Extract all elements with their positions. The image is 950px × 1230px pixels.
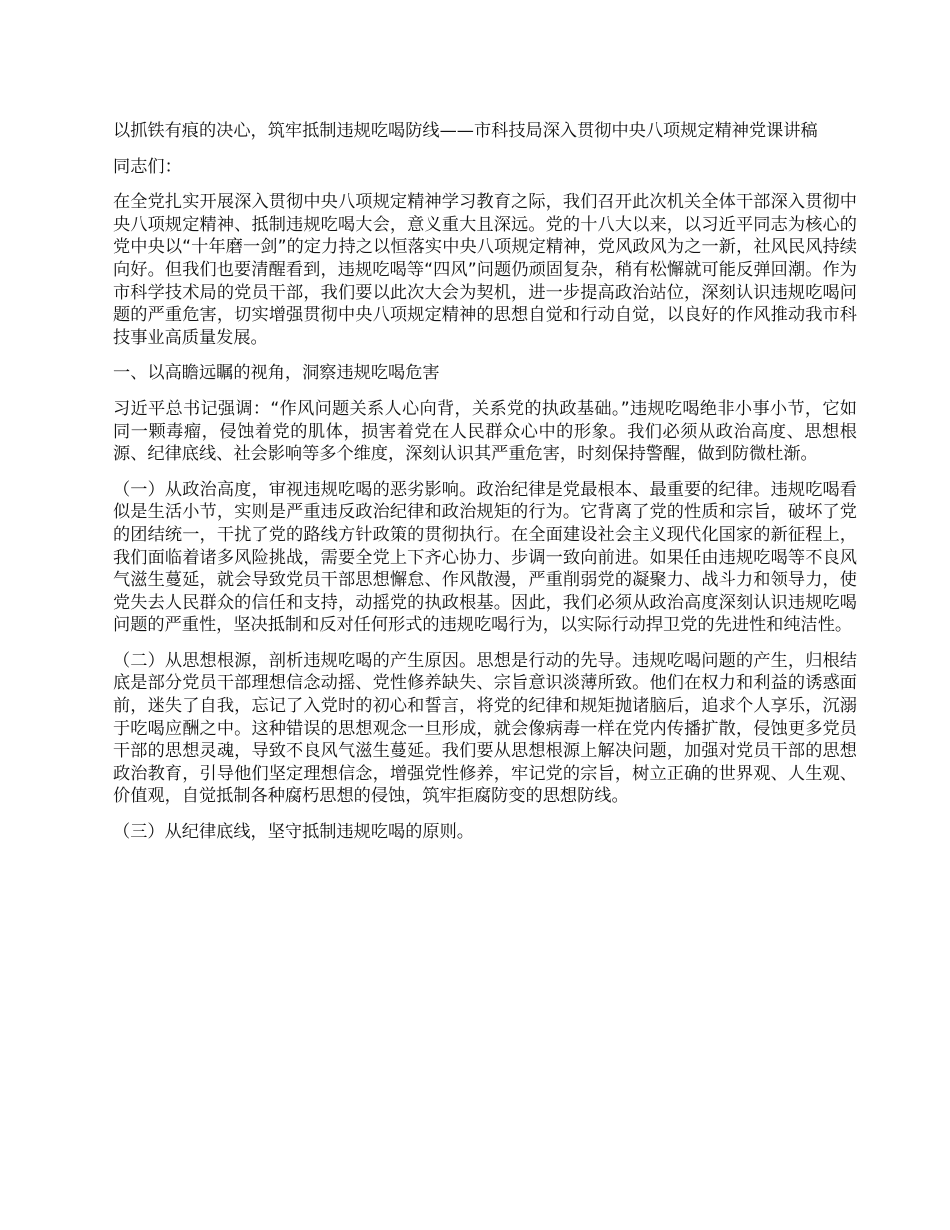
intro-paragraph: 在全党扎实开展深入贯彻中央八项规定精神学习教育之际，我们召开此次机关全体干部深入贯彻中央八项规定精神、抵制违规吃喝大会，意义重大且深远。党的十八大以来，以习近平同志为核心的党中央以“十年磨一剑”的定力持之以恒落实中央八项规定精神，党风政风为之一新，社风民风持续向好。但我们也要清醒看到，违规吃喝等“四风”问题仍顽固复杂，稍有松懈就可能反弹回潮。作为市科学技术局的党员干部，我们要以此次大会为契机，进一步提高政治站位，深刻认识违规吃喝问题的严重危害，切实增强贯彻中央八项规定精神的思想自觉和行动自觉，以良好的作风推动我市科技事业高质量发展。 xyxy=(113,192,857,348)
section-1-intro-paragraph: 习近平总书记强调：“作风问题关系人心向背，关系党的执政基础。”违规吃喝绝非小事小节，它如同一颗毒瘤，侵蚀着党的肌体，损害着党在人民群众心中的形象。我们必须从政治高度、思想根源、纪律底线、社会影响等多个维度，深刻认识其严重危害，时刻保持警醒，做到防微杜渐。 xyxy=(113,398,857,465)
document-page xyxy=(113,120,857,857)
salutation: 同志们： xyxy=(113,156,182,177)
subsection-2-paragraph: （二）从思想根源，剖析违规吃喝的产生原因。思想是行动的先导。违规吃喝问题的产生，归根结底是部分党员干部理想信念动摇、党性修养缺失、宗旨意识淡薄所致。他们在权力和利益的诱惑面前，迷失了自我，忘记了入党时的初心和誓言，将党的纪律和规矩抛诸脑后，追求个人享乐，沉溺于吃喝应酬之中。这种错误的思想观念一旦形成，就会像病毒一样在党内传播扩散，侵蚀更多党员干部的思想灵魂，导致不良风气滋生蔓延。我们要从思想根源上解决问题，加强对党员干部的思想政治教育，引导他们坚定理想信念，增强党性修养，牢记党的宗旨，树立正确的世界观、人生观、价值观，自觉抵制各种腐朽思想的侵蚀，筑牢拒腐防变的思想防线。 xyxy=(113,650,857,807)
document-title: 以抓铁有痕的决心，筑牢抵制违规吃喝防线——市科技局深入贯彻中央八项规定精神党课讲稿 xyxy=(113,121,818,141)
subsection-1-paragraph: （一）从政治高度，审视违规吃喝的恶劣影响。政治纪律是党最根本、最重要的纪律。违规吃喝看似是生活小节，实则是严重违反政治纪律和政治规矩的行为。它背离了党的性质和宗旨，破坏了党的团结统一，干扰了党的路线方针政策的贯彻执行。在全面建设社会主义现代化国家的新征程上，我们面临着诸多风险挑战，需要全党上下齐心协力、步调一致向前进。如果任由违规吃喝等不良风气滋生蔓延，就会导致党员干部思想懈怠、作风散漫，严重削弱党的凝聚力、战斗力和领导力，使党失去人民群众的信任和支持，动摇党的执政根基。因此，我们必须从政治高度深刻认识违规吃喝问题的严重性，坚决抵制和反对任何形式的违规吃喝行为，以实际行动捍卫党的先进性和纯洁性。 xyxy=(113,479,857,636)
section-heading-1: 一、以高瞻远瞩的视角，洞察违规吃喝危害 xyxy=(113,363,440,384)
subsection-3-heading: （三）从纪律底线，坚守抵制违规吃喝的原则。 xyxy=(113,822,474,843)
